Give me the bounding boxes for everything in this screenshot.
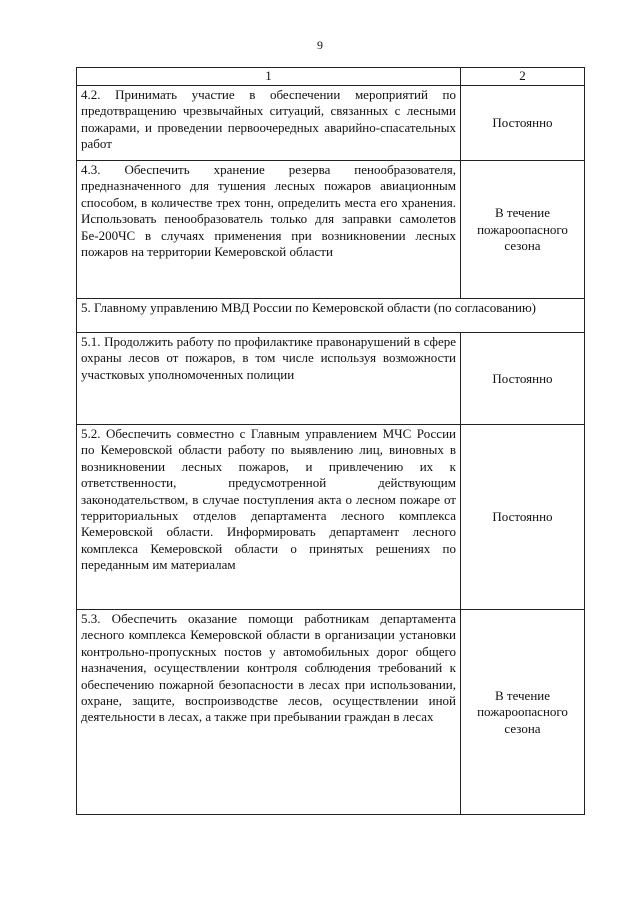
table-row xyxy=(77,425,585,610)
section-row xyxy=(77,299,585,333)
term-cell-5-2: Постоянно xyxy=(461,425,585,610)
table-header-row xyxy=(77,68,585,86)
table-row xyxy=(77,161,585,299)
measures-table xyxy=(76,67,585,815)
term-cell-5-1: Постоянно xyxy=(461,333,585,425)
task-cell-5-3: 5.3. Обеспечить оказание помощи работникам департамента лесного комплекса Кемеровской области в организации установки контрольно-пропускных постов у автомобильных дорог общего назначения, осуществлении контроля соблюдения требований к обеспечению пожарной безопасности в лесах при использовании, охране, защите, воспроизводстве лесов, осуществлении иной деятельности в лесах, а также при пребывании граждан в лесах xyxy=(77,610,461,815)
header-col-2: 2 xyxy=(461,68,585,86)
table-row xyxy=(77,333,585,425)
term-cell-5-3: В течение пожароопасного сезона xyxy=(461,610,585,815)
section-cell-5: 5. Главному управлению МВД России по Кемеровской области (по согласованию) xyxy=(77,299,585,333)
table-row xyxy=(77,610,585,815)
task-cell-4-2: 4.2. Принимать участие в обеспечении мероприятий по предотвращению чрезвычайных ситуаций, связанных с лесными пожарами, и проведении первоочередных аварийно-спасательных работ xyxy=(77,86,461,161)
task-cell-5-2: 5.2. Обеспечить совместно с Главным управлением МЧС России по Кемеровской области работу по выявлению лиц, виновных в возникновении лесных пожаров, и привлечению их к ответственности, предусмотренной действующим законодательством, в случае поступления акта о лесном пожаре от территориальных отделов департамента лесного комплекса Кемеровской области. Информировать департамент лесного комплекса Кемеровской области о принятых решениях по переданным им материалам xyxy=(77,425,461,610)
header-col-1: 1 xyxy=(77,68,461,86)
task-cell-5-1: 5.1. Продолжить работу по профилактике правонарушений в сфере охраны лесов от пожаров, в том числе используя возможности участковых уполномоченных полиции xyxy=(77,333,461,425)
page-number: 9 xyxy=(317,38,323,52)
term-cell-4-2: Постоянно xyxy=(461,86,585,161)
table-row xyxy=(77,86,585,161)
task-cell-4-3: 4.3. Обеспечить хранение резерва пенообразователя, предназначенного для тушения лесных пожаров авиационным способом, в количестве трех тонн, определить места его хранения. Использовать пенообразователь только для заправки самолетов Бе-200ЧС в случаях применения при возникновении лесных пожаров на территории Кемеровской области xyxy=(77,161,461,299)
term-cell-4-3: В течение пожароопасного сезона xyxy=(461,161,585,299)
